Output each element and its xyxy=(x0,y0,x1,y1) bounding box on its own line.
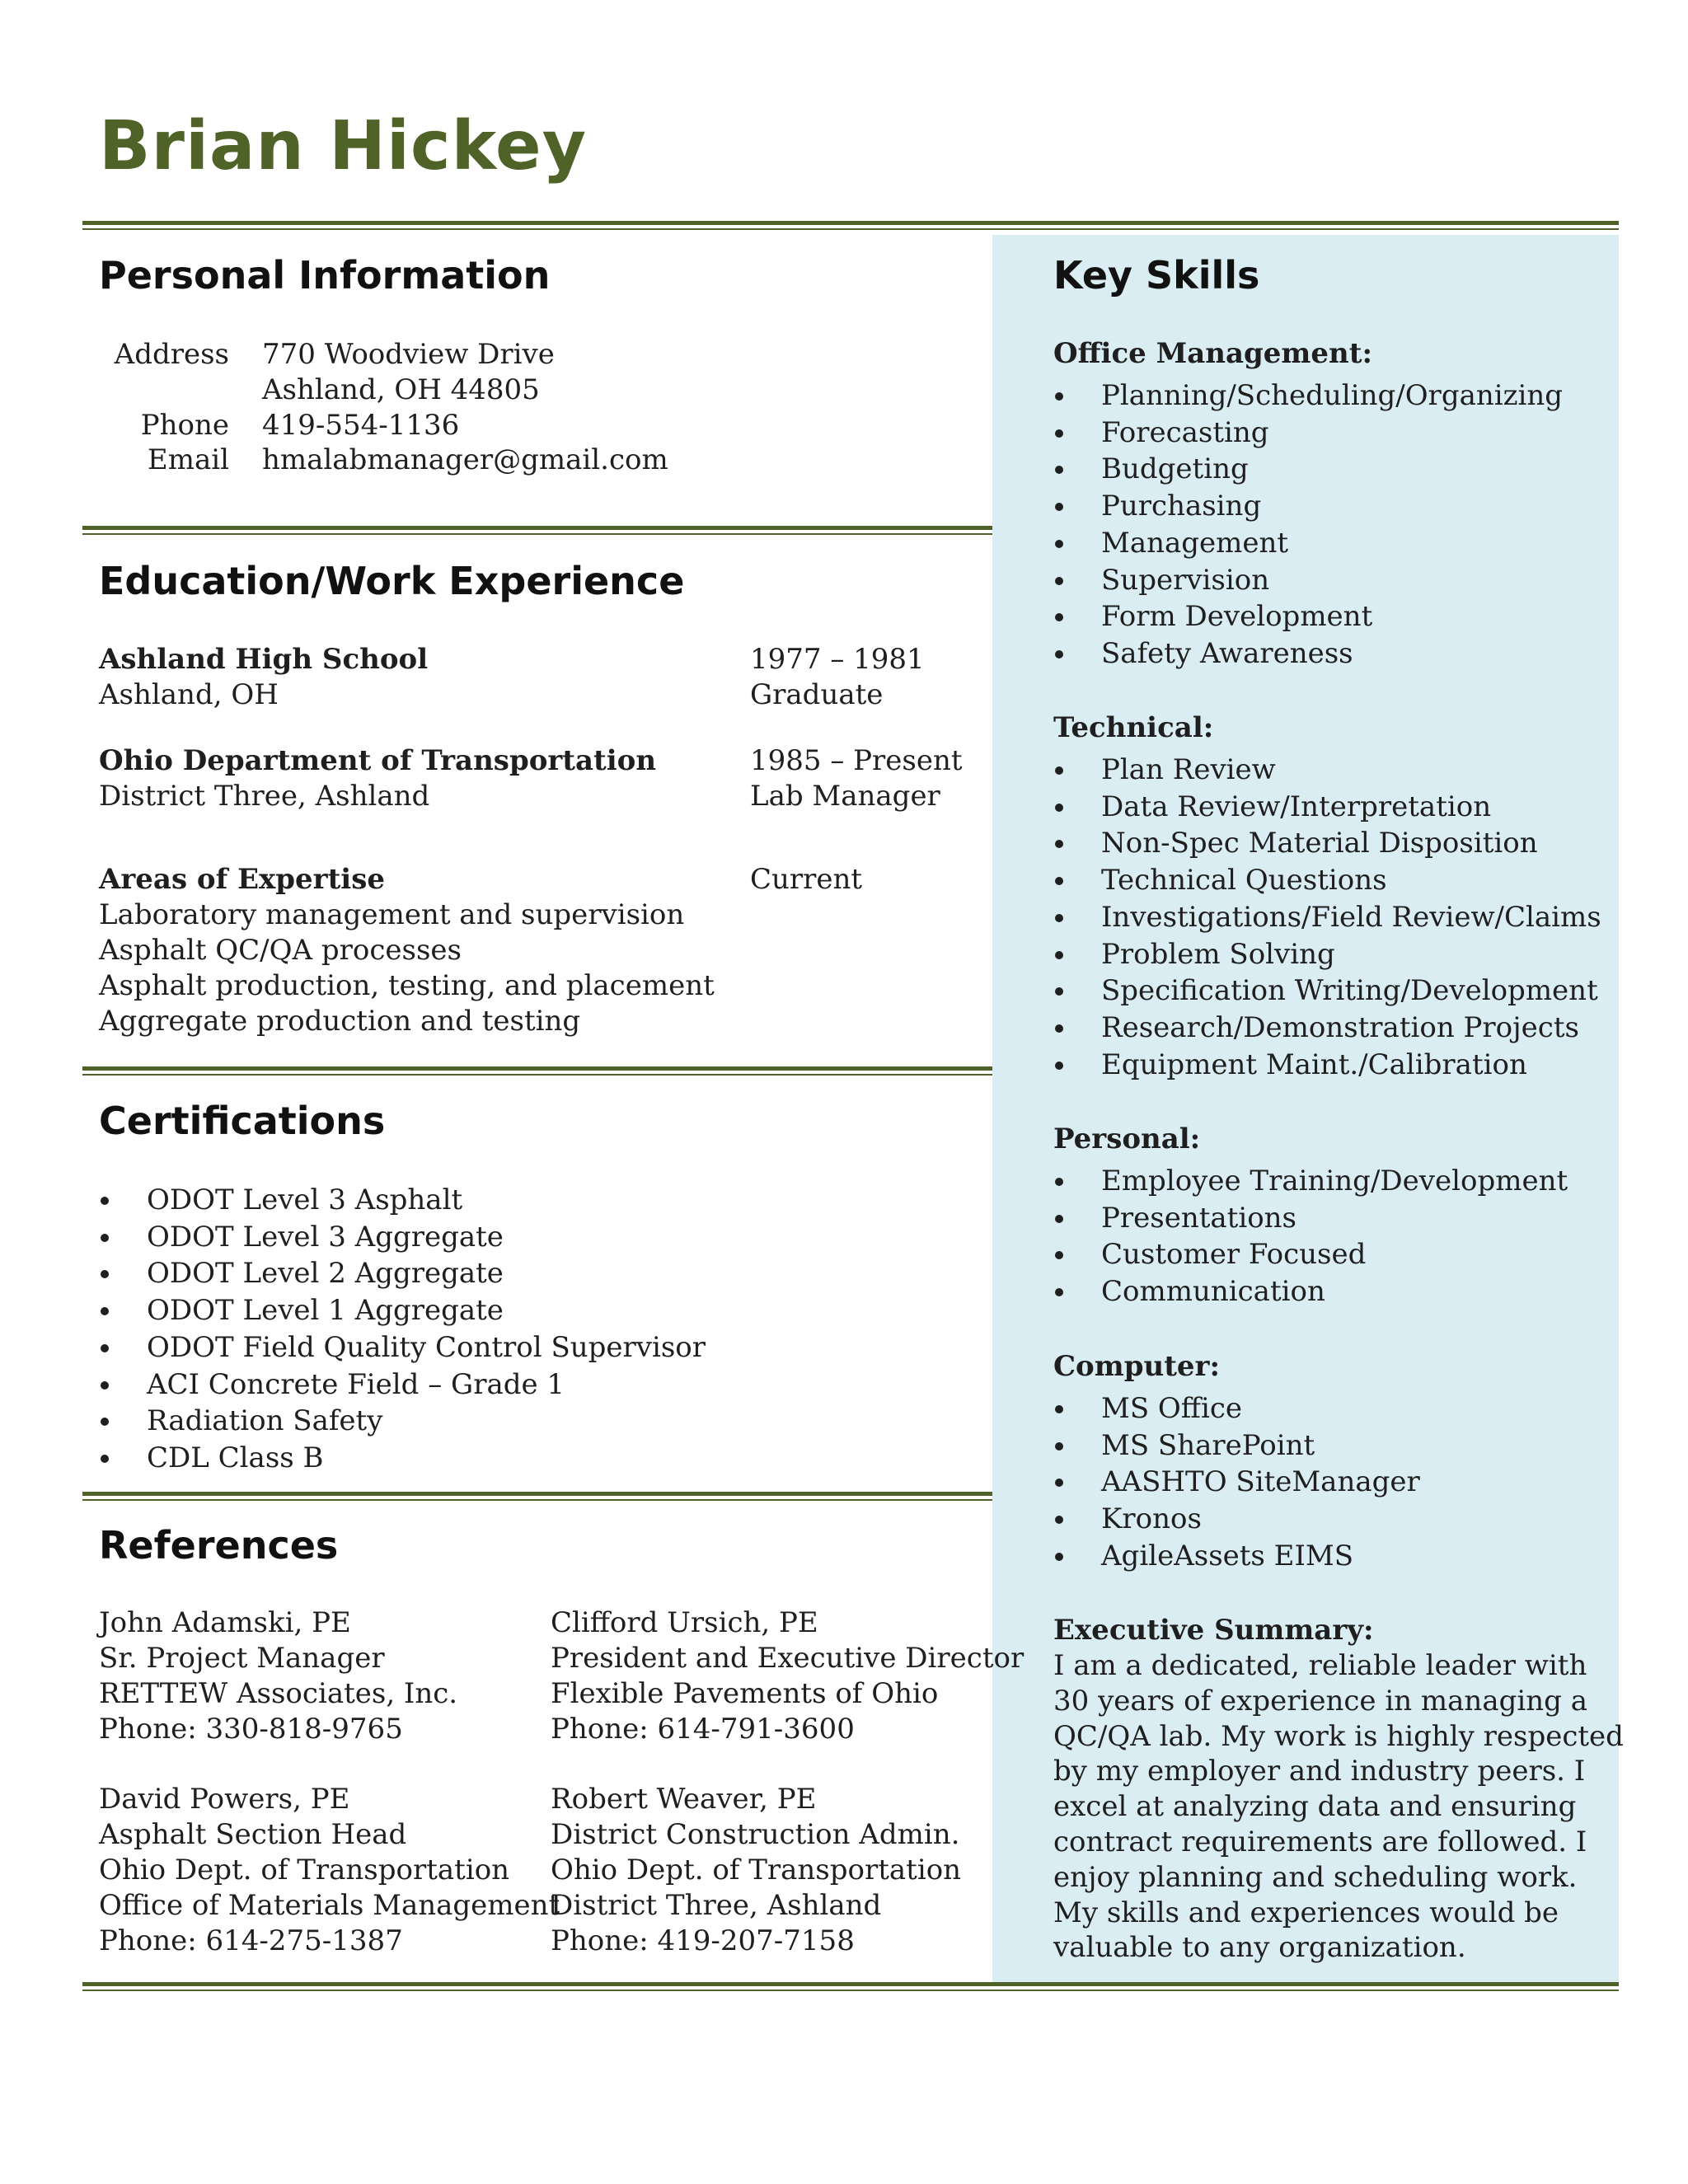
education-entry-dates: 1977 – 1981 xyxy=(750,643,925,676)
skill-item: Non-Spec Material Disposition xyxy=(1052,825,1601,862)
certification-item: ODOT Field Quality Control Supervisor xyxy=(97,1329,706,1366)
skill-item: Budgeting xyxy=(1052,451,1563,488)
skill-item: Kronos xyxy=(1052,1501,1420,1538)
reference-phone: Phone: 419-207-7158 xyxy=(551,1924,855,1957)
summary-line: excel at analyzing data and ensuring xyxy=(1053,1790,1577,1824)
reference-org: Flexible Pavements of Ohio xyxy=(551,1677,939,1710)
reference-phone: Phone: 614-275-1387 xyxy=(99,1924,403,1957)
phone-label: Phone xyxy=(140,409,229,442)
skill-item: Equipment Maint./Calibration xyxy=(1052,1047,1601,1084)
executive-summary-title: Executive Summary: xyxy=(1053,1614,1374,1647)
section-divider-2-thin xyxy=(82,1074,992,1076)
skill-item: Planning/Scheduling/Organizing xyxy=(1052,377,1563,415)
skill-item: Communication xyxy=(1052,1273,1568,1310)
reference-card xyxy=(551,1782,961,1959)
technical-skills-title: Technical: xyxy=(1053,711,1214,744)
work-entry-title: Ohio Department of Transportation xyxy=(99,744,657,777)
skill-item: Forecasting xyxy=(1052,415,1563,452)
skill-item: Data Review/Interpretation xyxy=(1052,789,1601,826)
section-divider-3 xyxy=(82,1492,992,1496)
summary-line: I am a dedicated, reliable leader with xyxy=(1053,1649,1587,1682)
email-value: hmalabmanager@gmail.com xyxy=(262,443,668,476)
expertise-item: Aggregate production and testing xyxy=(99,1005,581,1038)
certification-item: ODOT Level 3 Asphalt xyxy=(97,1182,706,1219)
certification-item: ODOT Level 1 Aggregate xyxy=(97,1292,706,1329)
skill-item: AgileAssets EIMS xyxy=(1052,1538,1420,1575)
references-heading: References xyxy=(99,1523,339,1568)
bottom-divider-thin xyxy=(82,1990,1619,1991)
section-divider-3-thin xyxy=(82,1499,992,1501)
certification-item: CDL Class B xyxy=(97,1440,706,1477)
section-divider-1 xyxy=(82,526,992,530)
summary-line: valuable to any organization. xyxy=(1053,1931,1466,1965)
reference-card xyxy=(99,1782,560,1959)
reference-card xyxy=(551,1605,1024,1747)
office-skills-title: Office Management: xyxy=(1053,337,1373,370)
work-entry-dates: 1985 – Present xyxy=(750,744,963,777)
certifications-heading: Certifications xyxy=(99,1099,386,1143)
reference-title: District Construction Admin. xyxy=(551,1818,960,1851)
expertise-status: Current xyxy=(750,863,863,896)
reference-phone: Phone: 614-791-3600 xyxy=(551,1713,855,1746)
education-heading: Education/Work Experience xyxy=(99,559,685,603)
top-divider xyxy=(82,221,1619,225)
expertise-item: Asphalt production, testing, and placement xyxy=(99,969,715,1002)
reference-org-2: District Three, Ashland xyxy=(551,1889,882,1922)
executive-summary-text xyxy=(1053,1648,1624,1966)
skill-item: Plan Review xyxy=(1052,752,1601,789)
section-divider-2 xyxy=(82,1066,992,1071)
certification-item: ACI Concrete Field – Grade 1 xyxy=(97,1366,706,1404)
computer-skills-title: Computer: xyxy=(1053,1350,1221,1383)
work-entry-subtitle: District Three, Ashland xyxy=(99,780,430,813)
personal-info-heading: Personal Information xyxy=(99,253,551,298)
skill-item: Problem Solving xyxy=(1052,936,1601,973)
expertise-title: Areas of Expertise xyxy=(99,863,385,896)
skill-item: Safety Awareness xyxy=(1052,635,1563,673)
skill-item: Management xyxy=(1052,525,1563,562)
section-divider-1-thin xyxy=(82,533,992,535)
email-label: Email xyxy=(147,443,229,476)
reference-org: Ohio Dept. of Transportation xyxy=(551,1854,962,1886)
education-entry-role: Graduate xyxy=(750,678,884,711)
personal-skills-title: Personal: xyxy=(1053,1122,1201,1155)
office-skills-list xyxy=(1052,377,1563,673)
education-entry-title: Ashland High School xyxy=(99,643,429,676)
technical-skills-list xyxy=(1052,752,1601,1083)
skill-item: Purchasing xyxy=(1052,488,1563,525)
summary-line: contract requirements are followed. I xyxy=(1053,1825,1587,1858)
computer-skills-list xyxy=(1052,1390,1420,1575)
address-line-1: 770 Woodview Drive xyxy=(262,338,555,371)
skill-item: MS Office xyxy=(1052,1390,1420,1427)
expertise-item: Asphalt QC/QA processes xyxy=(99,934,462,967)
reference-title: Asphalt Section Head xyxy=(99,1818,407,1851)
certification-item: ODOT Level 3 Aggregate xyxy=(97,1219,706,1256)
reference-name: David Powers, PE xyxy=(99,1783,350,1816)
reference-name: Clifford Ursich, PE xyxy=(551,1606,818,1639)
skill-item: MS SharePoint xyxy=(1052,1427,1420,1465)
skill-item: Research/Demonstration Projects xyxy=(1052,1010,1601,1047)
personal-skills-list xyxy=(1052,1163,1568,1310)
expertise-item: Laboratory management and supervision xyxy=(99,898,685,931)
education-entry-subtitle: Ashland, OH xyxy=(99,678,279,711)
reference-org: RETTEW Associates, Inc. xyxy=(99,1677,458,1710)
top-divider-thin xyxy=(82,228,1619,230)
reference-name: John Adamski, PE xyxy=(99,1606,351,1639)
skill-item: Technical Questions xyxy=(1052,862,1601,899)
skill-item: Employee Training/Development xyxy=(1052,1163,1568,1200)
reference-title: Sr. Project Manager xyxy=(99,1642,385,1675)
summary-line: QC/QA lab. My work is highly respected xyxy=(1053,1719,1624,1753)
address-label: Address xyxy=(114,338,229,371)
expertise-list xyxy=(99,898,715,1039)
reference-name: Robert Weaver, PE xyxy=(551,1783,817,1816)
work-entry-role: Lab Manager xyxy=(750,780,940,813)
skill-item: AASHTO SiteManager xyxy=(1052,1464,1420,1501)
summary-line: enjoy planning and scheduling work. xyxy=(1053,1860,1578,1894)
reference-phone: Phone: 330-818-9765 xyxy=(99,1713,403,1746)
summary-line: My skills and experiences would be xyxy=(1053,1896,1559,1929)
certification-item: ODOT Level 2 Aggregate xyxy=(97,1255,706,1292)
skill-item: Investigations/Field Review/Claims xyxy=(1052,899,1601,936)
reference-title: President and Executive Director xyxy=(551,1642,1025,1675)
reference-org: Ohio Dept. of Transportation xyxy=(99,1854,510,1886)
bottom-divider xyxy=(82,1982,1619,1986)
certifications-list xyxy=(97,1182,706,1477)
phone-value: 419-554-1136 xyxy=(262,409,460,442)
summary-line: by my employer and industry peers. I xyxy=(1053,1755,1586,1788)
reference-card xyxy=(99,1605,457,1747)
skill-item: Customer Focused xyxy=(1052,1236,1568,1273)
address-line-2: Ashland, OH 44805 xyxy=(262,373,540,406)
reference-org-2: Office of Materials Management xyxy=(99,1889,560,1922)
skill-item: Presentations xyxy=(1052,1200,1568,1237)
skill-item: Specification Writing/Development xyxy=(1052,972,1601,1010)
key-skills-heading: Key Skills xyxy=(1053,253,1260,298)
skill-item: Supervision xyxy=(1052,562,1563,599)
summary-line: 30 years of experience in managing a xyxy=(1053,1684,1587,1718)
certification-item: Radiation Safety xyxy=(97,1403,706,1440)
skill-item: Form Development xyxy=(1052,598,1563,635)
candidate-name: Brian Hickey xyxy=(99,107,588,185)
